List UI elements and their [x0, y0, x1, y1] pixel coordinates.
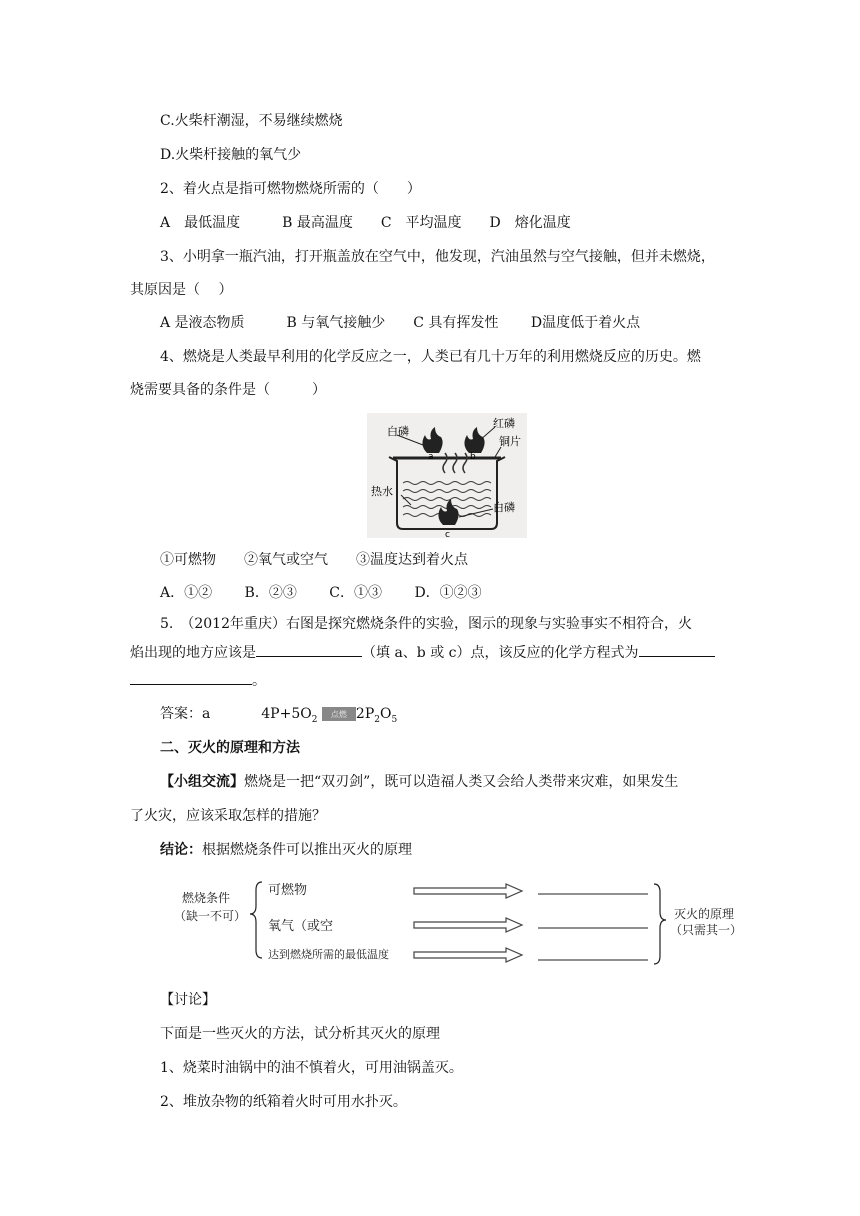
- question-2: 2、着火点是指可燃物燃烧所需的（ ）: [160, 181, 421, 197]
- conclusion-line: [160, 840, 412, 860]
- question-3-options: A 是液态物质 B 与氧气接触少 C 具有挥发性 D温度低于着火点: [160, 315, 641, 331]
- equation-left: 4P+5O: [261, 706, 312, 722]
- equation-right-oxygen: O: [379, 706, 392, 722]
- option-d: D.火柴杆接触的氧气少: [160, 147, 302, 163]
- equation-left-subscript: 2: [311, 714, 318, 725]
- discussion-heading: 【讨论】: [160, 992, 216, 1008]
- question-5-line1: 5. （2012年重庆）右图是探究燃烧条件的实验，图示的现象与实验事实不相符合，火: [160, 616, 692, 632]
- question-4-options: A．①② B．②③ C．①③ D．①②③: [160, 585, 482, 601]
- fire-principle-diagram: [170, 876, 770, 972]
- label-c: c: [445, 530, 450, 538]
- question-4-line2: 烧需要具备的条件是（ ）: [130, 382, 326, 398]
- label-b: b: [470, 452, 476, 462]
- diagram-right-sub: （只需其一）: [670, 923, 743, 937]
- arrows: [414, 884, 522, 962]
- answer-label: 答案：a: [160, 706, 211, 722]
- label-hot-water: 热水: [371, 485, 393, 498]
- condition-combustible: 可燃物: [268, 883, 308, 898]
- question-5-text-mid: （填 a、b 或 c）点，该反应的化学方程式为: [362, 645, 639, 661]
- answer-blank-equation-1[interactable]: [639, 642, 715, 657]
- group-discussion-label: 【小组交流】: [160, 774, 244, 790]
- condition-temperature: 达到燃烧所需的最低温度: [268, 948, 389, 961]
- label-white-phosphorus-top: 白磷: [387, 425, 409, 438]
- question-2-options: A 最低温度 B 最高温度 C 平均温度 D 熔化温度: [160, 215, 571, 231]
- discussion-item-2: 2、堆放杂物的纸箱着火时可用水扑灭。: [160, 1094, 407, 1110]
- question-5-text-post: 。: [252, 673, 266, 689]
- reaction-condition-text: 点燃: [330, 710, 347, 719]
- question-5-line3: [130, 670, 266, 691]
- group-discussion-line1: [160, 772, 678, 792]
- discussion-intro: 下面是一些灭火的方法，试分析其灭火的原理: [160, 1026, 440, 1042]
- label-red-phosphorus: 红磷: [493, 417, 515, 430]
- condition-oxygen: 氧气（或空: [268, 919, 334, 934]
- answer-blank-point[interactable]: [256, 642, 362, 657]
- question-5-text-pre: 焰出现的地方应该是: [130, 645, 256, 661]
- diagram-left-sub: （缺一不可）: [174, 909, 247, 923]
- combustion-experiment-figure: [367, 413, 527, 538]
- label-white-phosphorus-bottom: 白磷: [493, 501, 515, 514]
- question-4-line1: 4、燃烧是人类最早利用的化学反应之一，人类已有几十万年的利用燃烧反应的历史。燃: [160, 349, 701, 365]
- equation-right-subscript-2: 5: [391, 714, 398, 725]
- reaction-condition-box: [322, 707, 356, 721]
- question-5-line2: [130, 642, 715, 663]
- section-heading-2: 二、灭火的原理和方法: [160, 740, 300, 756]
- label-a: a: [428, 452, 434, 462]
- conclusion-label: 结论：: [160, 842, 202, 858]
- answer-line: [160, 704, 397, 730]
- group-discussion-text: 燃烧是一把“双刃剑”，既可以造福人类又会给人类带来灾难，如果发生: [244, 774, 679, 790]
- diagram-left-title: 燃烧条件: [182, 891, 231, 905]
- group-discussion-line2: 了火灾，应该采取怎样的措施？: [130, 808, 326, 824]
- option-c: C.火柴杆潮湿，不易继续燃烧: [160, 113, 343, 129]
- answer-blank-equation-2[interactable]: [130, 670, 252, 685]
- equation-right-subscript-1: 2: [374, 714, 380, 725]
- conclusion-text: 根据燃烧条件可以推出灭火的原理: [202, 842, 412, 858]
- question-3-line2: 其原因是（ ）: [130, 282, 233, 298]
- equation-right: 2P: [355, 706, 375, 722]
- label-copper: 铜片: [499, 435, 521, 448]
- diagram-right-title: 灭火的原理: [674, 907, 735, 921]
- question-3-line1: 3、小明拿一瓶汽油，打开瓶盖放在空气中，他发现，汽油虽然与空气接触，但并未燃烧，: [160, 249, 715, 265]
- question-4-conditions: ①可燃物 ②氧气或空气 ③温度达到着火点: [160, 552, 468, 568]
- discussion-item-1: 1、烧菜时油锅中的油不慎着火，可用油锅盖灭。: [160, 1060, 463, 1076]
